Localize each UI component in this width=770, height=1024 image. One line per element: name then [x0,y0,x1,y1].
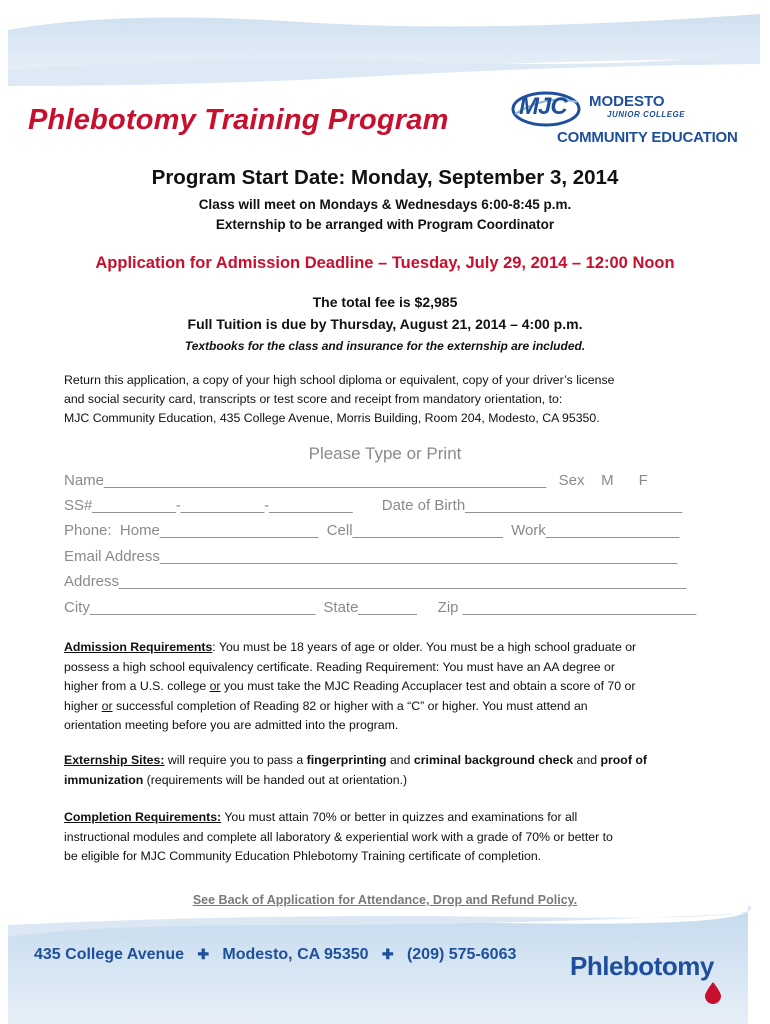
textbooks-note: Textbooks for the class and insurance for the externship are included. [184,339,586,353]
admission-requirements: Admission Requirements: You must be 18 years of age or older. You must be a high school graduate or possess a high school equivalency certificate. Reading Requirement: You must have an AA degree or higher from a U.S. college or you must take the MJC Reading Accuplacer test and obtain a score of 70 or higher or successful completion of Reading 82 or higher with a “C” or higher. You must attend an orientation meeting before you are admitted into the program. [64,640,637,732]
externship-requirements: Externship Sites: will require you to pass a fingerprinting and criminal background check and proof of immunization (requirements will be handed out at orientation.) [64,753,647,787]
address-field[interactable]: Address____________________________________________________________________ [64,573,687,590]
logo-modesto: MODESTO [589,93,665,110]
logo-junior-college: JUNIOR COLLEGE [607,110,686,119]
program-title: Phlebotomy Training Program [28,104,449,136]
mjc-letters: MJC [519,93,567,120]
phone-field[interactable]: Phone: Home___________________ Cell__________________ Work________________ [64,522,680,539]
logo-community-education: COMMUNITY EDUCATION [557,129,738,146]
return-instructions: Return this application, a copy of your high school diploma or equivalent, copy of your driver’s license and social security card, transcripts or test score and receipt from mandatory orientation, to: MJC Community Education, 435 College Avenue, Morris Building, Room 204, Modesto, CA 95350. [64,373,615,425]
form-heading: Please Type or Print [308,444,462,463]
separator-icon: ✚ [197,946,210,962]
total-fee: The total fee is $2,985 [312,294,458,310]
application-deadline: Application for Admission Deadline – Tuesday, July 29, 2014 – 12:00 Noon [95,254,675,272]
start-date: Program Start Date: Monday, September 3, 2014 [151,166,619,189]
see-back-link[interactable]: See Back of Application for Attendance, Drop and Refund Policy. [192,893,578,907]
city-state-zip-field[interactable]: City___________________________ State_______ Zip ____________________________ [64,599,697,616]
footer-city: Modesto, CA 95350 [222,946,369,963]
name-field[interactable]: Name_____________________________________________________ Sex M F [64,472,648,489]
footer-phone: (209) 575-6063 [406,946,517,963]
footer-contact [34,946,516,964]
tuition-due: Full Tuition is due by Thursday, August 21, 2014 – 4:00 p.m. [187,316,583,332]
footer-brand: Phlebotomy [570,951,714,981]
completion-requirements: Completion Requirements: You must attain 70% or better in quizzes and examinations for all instructional modules and complete all laboratory & experiential work with a grade of 70% or better to be eligible for MJC Community Education Phlebotomy Training certificate of completion. [64,810,613,863]
separator-icon: ✚ [381,946,394,962]
mjc-logo [505,86,750,152]
footer-address: 435 College Avenue [34,946,184,963]
meeting-schedule: Class will meet on Mondays & Wednesdays 6:00-8:45 p.m. [198,197,572,212]
ss-dob-field[interactable]: SS#__________-__________-__________ Date of Birth__________________________ [64,497,683,514]
blood-drop-icon [705,982,721,1004]
externship-note: Externship to be arranged with Program Coordinator [215,217,555,232]
email-field[interactable]: Email Address______________________________________________________________ [64,548,678,565]
